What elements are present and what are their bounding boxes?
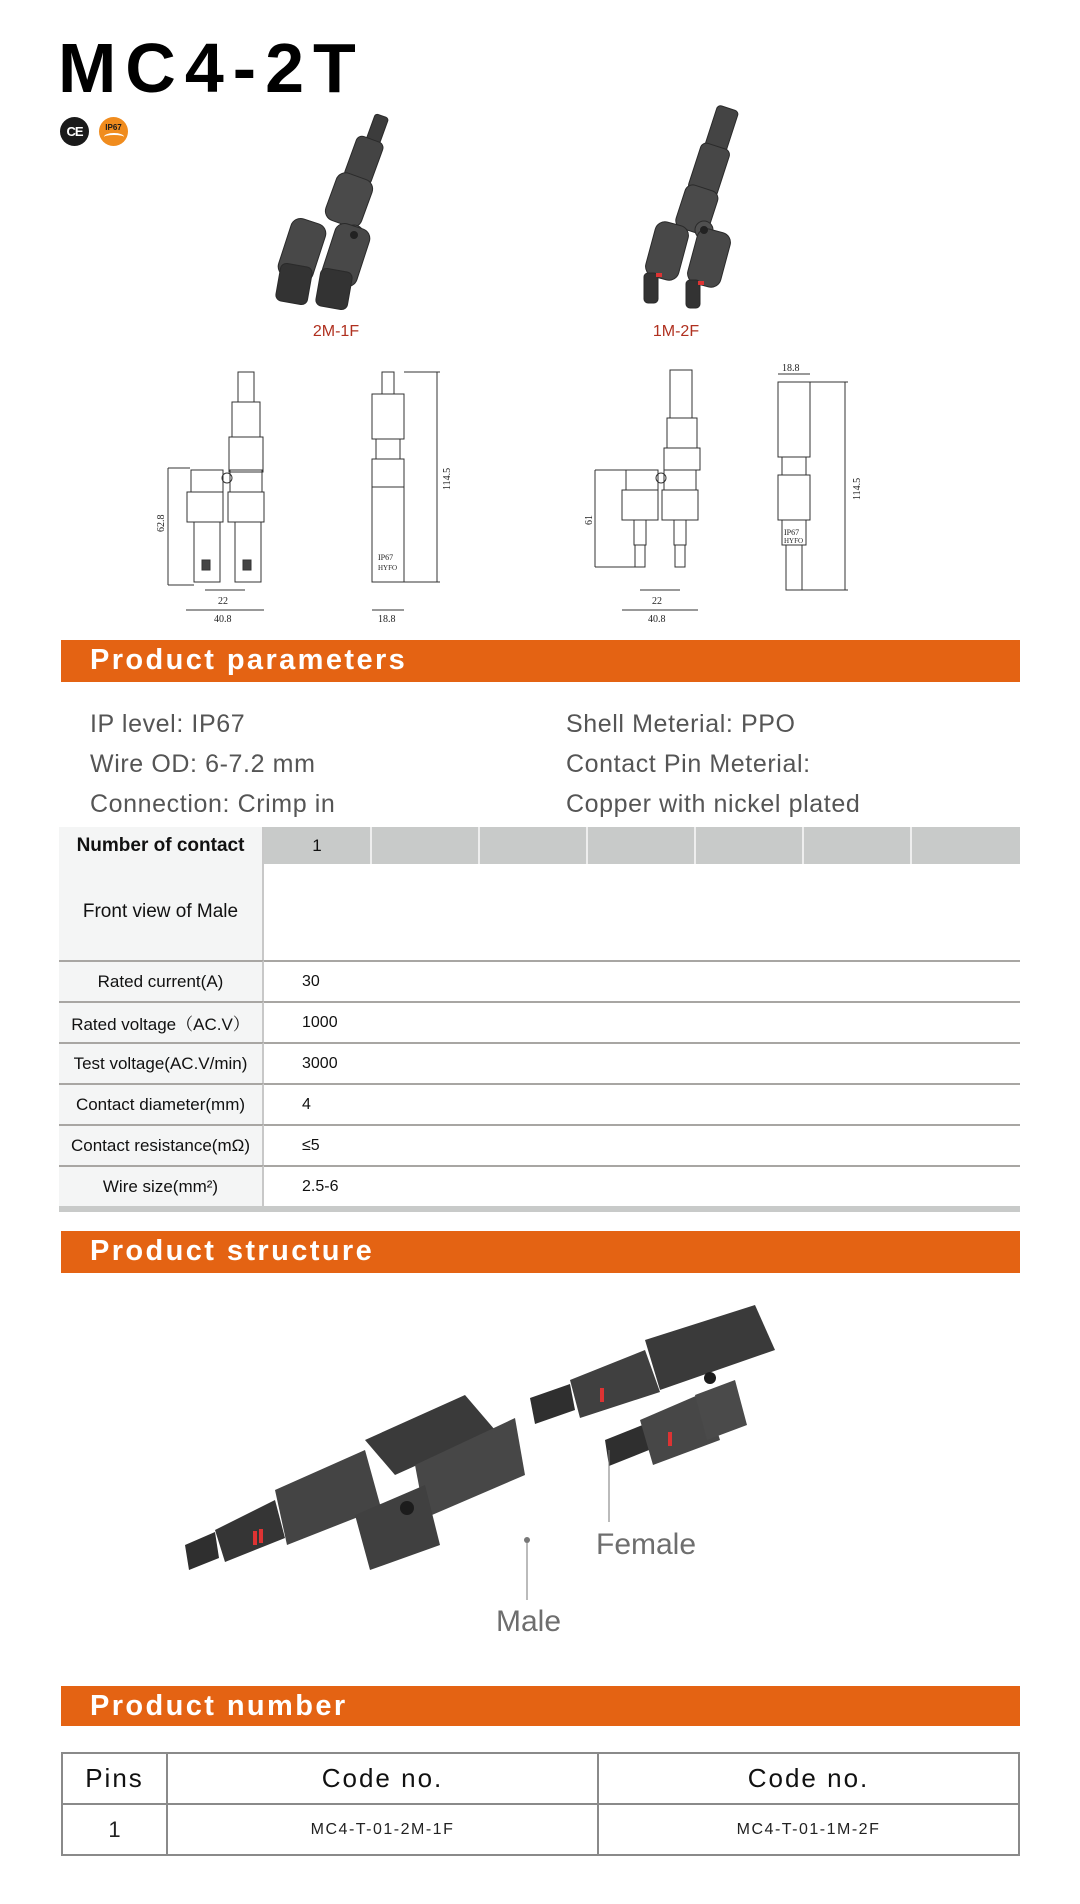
header-code-no: Code no. (598, 1753, 1019, 1804)
table-row (59, 960, 1020, 1001)
marking-ip67: IP67 (378, 553, 394, 562)
param-contact-pin-material-value: Copper with nickel plated (566, 790, 861, 818)
female-label: Female (596, 1528, 697, 1561)
product-image-1m-2f (620, 105, 770, 310)
param-contact-pin-material: Contact Pin Meterial: (566, 750, 811, 778)
table-row (59, 864, 1020, 960)
row-value: 3000 (264, 1042, 1020, 1083)
header-value (804, 827, 912, 864)
param-ip-level: IP level: IP67 (90, 710, 246, 738)
row-value: 1000 (264, 1001, 1020, 1042)
row-value: 30 (264, 960, 1020, 1001)
pins-value: 1 (62, 1804, 167, 1855)
row-label: Rated voltage（AC.V） (59, 1001, 264, 1042)
dimension-width: 40.8 (648, 614, 666, 625)
table-row (59, 1124, 1020, 1165)
ip67-icon (99, 117, 128, 146)
marking-hyfo: HYFO (784, 537, 804, 545)
param-connection: Connection: Crimp in (90, 790, 336, 818)
dimension-overall: 114.5 (852, 477, 863, 500)
dimension-overall: 114.5 (442, 467, 453, 490)
dimension-width: 40.8 (214, 614, 232, 625)
table-row (59, 1042, 1020, 1083)
header-pins: Pins (62, 1753, 167, 1804)
row-label: Wire size(mm²) (59, 1165, 264, 1206)
row-label: Front view of Male (59, 864, 264, 960)
header-value (588, 827, 696, 864)
technical-drawing-2m-1f (150, 360, 480, 625)
dimension-height: 61 (584, 515, 595, 525)
header-value: 1 (264, 827, 372, 864)
ce-mark-text: CE (66, 124, 83, 139)
marking-ip67: IP67 (784, 528, 800, 537)
row-value: 4 (264, 1083, 1020, 1124)
row-label: Contact diameter(mm) (59, 1083, 264, 1124)
table-row (59, 1165, 1020, 1206)
param-wire-od: Wire OD: 6-7.2 mm (90, 750, 316, 778)
header-label: Number of contact (59, 827, 264, 864)
product-label-1m-2f: 1M-2F (652, 323, 700, 340)
product-label-2m-1f: 2M-1F (312, 323, 360, 340)
table-header-row (62, 1753, 1019, 1804)
table-row (62, 1804, 1019, 1855)
product-structure-image (175, 1300, 855, 1600)
code-1m-2f: MC4-T-01-1M-2F (598, 1804, 1019, 1855)
table-row (59, 1001, 1020, 1042)
dimension-pitch: 22 (652, 596, 662, 607)
section-title: Product structure (90, 1235, 375, 1267)
header-code-no: Code no. (167, 1753, 598, 1804)
dimension-side-width: 18.8 (378, 614, 396, 625)
page-title: MC4-2T (58, 29, 365, 107)
table-header-row (59, 827, 1020, 864)
product-number-table (61, 1752, 1020, 1856)
front-view-cell (264, 864, 1020, 960)
male-label: Male (496, 1605, 562, 1638)
spec-table (59, 827, 1020, 1212)
row-label: Rated current(A) (59, 960, 264, 1001)
dimension-pitch: 22 (218, 596, 228, 607)
param-shell-material: Shell Meterial: PPO (566, 710, 796, 738)
row-value: ≤5 (264, 1124, 1020, 1165)
header-value (372, 827, 480, 864)
section-banner-number (61, 1686, 1020, 1726)
row-label: Test voltage(AC.V/min) (59, 1042, 264, 1083)
header-value (696, 827, 804, 864)
technical-drawing-1m-2f (580, 360, 900, 625)
dimension-side-width: 18.8 (782, 363, 800, 374)
section-banner-structure (61, 1231, 1020, 1273)
code-2m-1f: MC4-T-01-2M-1F (167, 1804, 598, 1855)
section-title: Product number (90, 1690, 348, 1722)
section-title: Product parameters (90, 644, 408, 676)
table-bottom-bar (59, 1206, 1020, 1212)
header-value (912, 827, 1020, 864)
table-row (59, 1083, 1020, 1124)
ce-mark-icon (60, 117, 89, 146)
header-value (480, 827, 588, 864)
product-image-2m-1f (270, 110, 420, 315)
ip67-text: IP67 (105, 122, 122, 132)
marking-hyfo: HYFO (378, 564, 398, 572)
dimension-height: 62.8 (156, 514, 167, 532)
row-label: Contact resistance(mΩ) (59, 1124, 264, 1165)
row-value: 2.5-6 (264, 1165, 1020, 1206)
section-banner-parameters (61, 640, 1020, 682)
